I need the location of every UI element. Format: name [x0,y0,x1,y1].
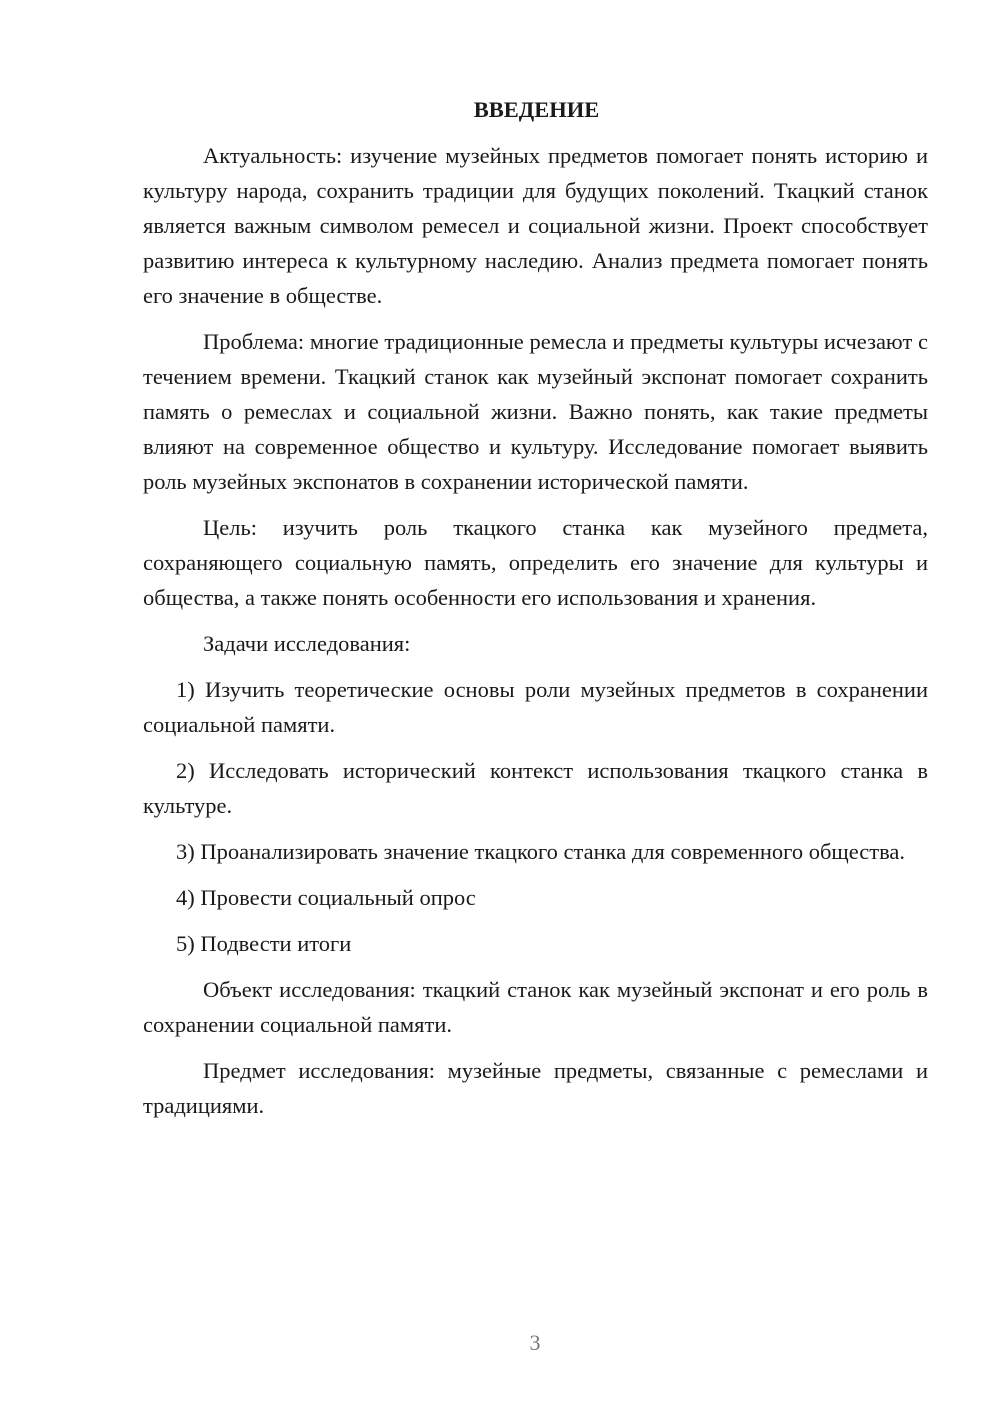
task-item-5: 5) Подвести итоги [176,931,352,956]
paragraph-goal: Цель: изучить роль ткацкого станка как музейного предмета, сохраняющего социальную память, определить его значение для культуры и общества, а также понять особенности его использования и хранения. [143,515,928,610]
task-item-1: 1) Изучить теоретические основы роли музейных предметов в сохранении социальной памяти. [143,677,928,737]
paragraph-object: Объект исследования: ткацкий станок как музейный экспонат и его роль в сохранении социальной памяти. [143,977,928,1037]
task-item-2: 2) Исследовать исторический контекст использования ткацкого станка в культуре. [143,758,928,818]
tasks-heading: Задачи исследования: [203,631,411,656]
document-body [143,92,928,1134]
task-item-4: 4) Провести социальный опрос [176,885,476,910]
section-title: ВВЕДЕНИЕ [473,97,600,122]
page-number: 3 [529,1330,541,1355]
paragraph-problem: Проблема: многие традиционные ремесла и предметы культуры исчезают с течением времени. Ткацкий станок как музейный экспонат помогает сохранить память о ремеслах и социальной жизни. Важно понять, как такие предметы влияют на современное общество и культуру. Исследование помогает выявить роль музейных экспонатов в сохранении исторической памяти. [143,329,928,494]
paragraph-subject: Предмет исследования: музейные предметы, связанные с ремеслами и традициями. [143,1058,928,1118]
paragraph-relevance: Актуальность: изучение музейных предметов помогает понять историю и культуру народа, сохранить традиции для будущих поколений. Ткацкий станок является важным символом ремесел и социальной жизни. Проект способствует развитию интереса к культурному наследию. Анализ предмета помогает понять его значение в обществе. [143,143,928,308]
task-item-3: 3) Проанализировать значение ткацкого станка для современного общества. [176,839,906,864]
